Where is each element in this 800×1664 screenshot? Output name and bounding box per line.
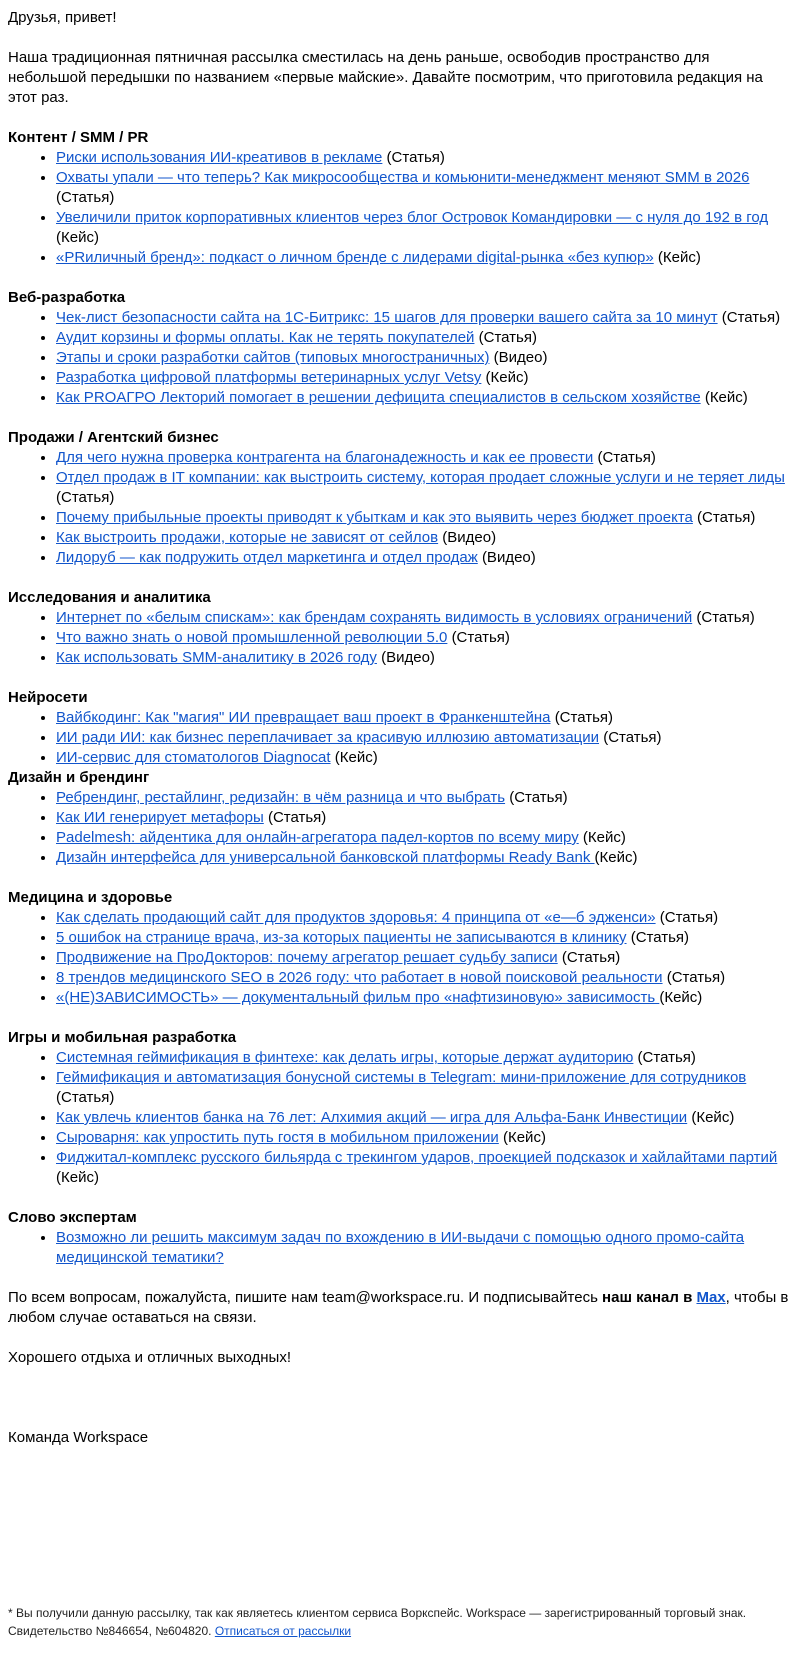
list-item xyxy=(56,728,790,748)
section xyxy=(8,588,790,668)
contact-paragraph xyxy=(8,1288,790,1328)
article-link[interactable]: Фиджитал-комплекс русского бильярда с трекингом ударов, проекцией подсказок и хайлайтами партий xyxy=(56,1149,778,1166)
article-link[interactable]: Как выстроить продажи, которые не зависят от сейлов xyxy=(56,529,439,546)
content-type-tag: (Статья) xyxy=(56,489,115,506)
list-item xyxy=(56,248,790,268)
list-item xyxy=(56,988,790,1008)
list-item xyxy=(56,848,790,868)
content-type-tag: (Статья) xyxy=(697,509,756,526)
section-title: Нейросети xyxy=(8,689,88,706)
list-item xyxy=(56,1048,790,1068)
content-type-tag: (Статья) xyxy=(659,909,719,926)
article-list xyxy=(8,908,790,1008)
contact-prefix: По всем вопросам, пожалуйста, пишите нам team@workspace.ru. И подписывайтесь xyxy=(8,1289,603,1306)
list-item xyxy=(56,368,790,388)
list-item xyxy=(56,608,790,628)
content-type-tag: (Статья) xyxy=(386,149,445,166)
article-link[interactable]: Риски использования ИИ-креативов в рекламе xyxy=(56,149,383,166)
list-item xyxy=(56,1108,790,1128)
content-type-tag: (Видео) xyxy=(381,649,435,666)
content-type-tag: (Статья) xyxy=(637,1049,696,1066)
article-link[interactable]: 5 ошибок на странице врача, из-за которых пациенты не записываются в клинику xyxy=(56,929,627,946)
list-item xyxy=(56,208,790,248)
article-link[interactable]: Вайбкодинг: Как "магия" ИИ превращает ваш проект в Франкенштейна xyxy=(56,709,551,726)
content-type-tag: (Кейс) xyxy=(56,1169,99,1186)
article-link[interactable]: Отдел продаж в IT компании: как выстроить систему, которая продает сложные услуги и не теряет лиды xyxy=(56,469,785,486)
content-type-tag: (Статья) xyxy=(478,329,537,346)
content-type-tag: (Кейс) xyxy=(485,369,529,386)
section xyxy=(8,428,790,568)
list-item xyxy=(56,968,790,988)
article-link[interactable]: Как ИИ генерирует метафоры xyxy=(56,809,264,826)
article-link[interactable]: Что важно знать о новой промышленной революции 5.0 xyxy=(56,629,448,646)
article-link[interactable]: 8 трендов медицинского SEO в 2026 году: что работает в новой поисковой реальности xyxy=(56,969,663,986)
list-item xyxy=(56,908,790,928)
unsubscribe-link[interactable]: Отписаться от рассылки xyxy=(214,1624,352,1638)
list-item xyxy=(56,1148,790,1188)
content-type-tag: (Кейс) xyxy=(334,749,378,766)
section-title: Веб-разработка xyxy=(8,289,126,306)
content-type-tag: (Статья) xyxy=(597,449,656,466)
greeting: Друзья, привет! xyxy=(8,9,117,26)
list-item xyxy=(56,708,790,728)
list-item xyxy=(56,328,790,348)
section-title: Медицина и здоровье xyxy=(8,889,173,906)
article-link[interactable]: Лидоруб — как подружить отдел маркетинга и отдел продаж xyxy=(56,549,478,566)
article-list xyxy=(8,1048,790,1188)
article-link[interactable]: Чек-лист безопасности сайта на 1С-Битрикс: 15 шагов для проверки вашего сайта за 10 минут xyxy=(56,309,718,326)
content-type-tag: (Видео) xyxy=(481,549,536,566)
article-link[interactable]: Дизайн интерфейса для универсальной банковской платформы Ready Bank xyxy=(56,849,595,866)
article-link[interactable]: Сыроварня: как упростить путь гостя в мобильном приложении xyxy=(56,1129,499,1146)
article-link[interactable]: Для чего нужна проверка контрагента на благонадежность и как ее провести xyxy=(56,449,594,466)
content-type-tag: (Статья) xyxy=(696,609,755,626)
article-link[interactable]: Как увлечь клиентов банка на 76 лет: Алхимия акций — игра для Альфа-Банк Инвестиции xyxy=(56,1109,688,1126)
newsletter-body xyxy=(8,8,790,1448)
content-type-tag: (Кейс) xyxy=(657,249,701,266)
content-type-tag: (Кейс) xyxy=(56,229,99,246)
list-item xyxy=(56,528,790,548)
sections-container xyxy=(8,128,790,1268)
article-list xyxy=(8,148,790,268)
intro-paragraph: Наша традиционная пятничная рассылка сместилась на день раньше, освободив пространство для небольшой передышки по названием «первые майские». Давайте посмотрим, что приготовила редакция на этот раз. xyxy=(8,49,763,106)
contact-suffix: , чтобы в любом случае оставаться на связи. xyxy=(8,1289,789,1326)
article-link[interactable]: Разработка цифровой платформы ветеринарных услуг Vetsy xyxy=(56,369,482,386)
content-type-tag: (Статья) xyxy=(451,629,510,646)
content-type-tag: (Кейс) xyxy=(582,829,626,846)
article-link[interactable]: Как использовать SMM-аналитику в 2026 году xyxy=(56,649,377,666)
article-link[interactable]: Продвижение на ПроДокторов: почему агрегатор решает судьбу записи xyxy=(56,949,558,966)
article-link[interactable]: Системная геймификация в финтехе: как делать игры, которые держат аудиторию xyxy=(56,1049,634,1066)
list-item xyxy=(56,508,790,528)
article-link[interactable]: ИИ-сервис для стоматологов Diagnocat xyxy=(56,749,331,766)
list-item xyxy=(56,808,790,828)
section-title: Контент / SMM / PR xyxy=(8,129,149,146)
footer xyxy=(8,1604,790,1640)
article-link[interactable]: Аудит корзины и формы оплаты. Как не терять покупателей xyxy=(56,329,475,346)
contact-bold: наш канал в xyxy=(602,1289,697,1306)
article-list xyxy=(8,308,790,408)
section xyxy=(8,768,790,868)
content-type-tag: (Кейс) xyxy=(594,849,638,866)
article-link[interactable]: Охваты упали — что теперь? Как микросообщества и комьюнити-менеджмент меняют SMM в 2026 xyxy=(56,169,750,186)
section xyxy=(8,1028,790,1188)
list-item xyxy=(56,148,790,168)
list-item xyxy=(56,308,790,328)
list-item xyxy=(56,948,790,968)
content-type-tag: (Кейс) xyxy=(502,1129,546,1146)
list-item xyxy=(56,168,790,208)
article-link[interactable]: Увеличили приток корпоративных клиентов через блог Островок Командировки — с нуля до 192 в год xyxy=(56,209,769,226)
section-title: Игры и мобильная разработка xyxy=(8,1029,237,1046)
section xyxy=(8,688,790,768)
article-link[interactable]: ИИ ради ИИ: как бизнес переплачивает за красивую иллюзию автоматизации xyxy=(56,729,600,746)
content-type-tag: (Кейс) xyxy=(704,389,748,406)
list-item xyxy=(56,468,790,508)
article-link[interactable]: Как сделать продающий сайт для продуктов здоровья: 4 принципа от «е—б эдженси» xyxy=(56,909,656,926)
section-title: Дизайн и брендинг xyxy=(8,769,150,786)
signature: Команда Workspace xyxy=(8,1429,149,1446)
article-link[interactable]: Геймификация и автоматизация бонусной системы в Telegram: мини-приложение для сотрудников xyxy=(56,1069,747,1086)
article-link[interactable]: «PRиличный бренд»: подкаст о личном бренде с лидерами digital-рынка «без купюр» xyxy=(56,249,654,266)
content-type-tag: (Статья) xyxy=(721,309,781,326)
article-link[interactable]: Ребрендинг, рестайлинг, редизайн: в чём разница и что выбрать xyxy=(56,789,506,806)
content-type-tag: (Статья) xyxy=(666,969,726,986)
section xyxy=(8,888,790,1008)
article-link[interactable]: Почему прибыльные проекты приводят к убыткам и как это выявить через бюджет проекта xyxy=(56,509,693,526)
list-item xyxy=(56,628,790,648)
list-item xyxy=(56,788,790,808)
content-type-tag: (Статья) xyxy=(630,929,690,946)
list-item xyxy=(56,548,790,568)
article-link[interactable]: Padelmesh: айдентика для онлайн-агрегатора падел-кортов по всему миру xyxy=(56,829,579,846)
content-type-tag: (Статья) xyxy=(509,789,568,806)
section-title: Продажи / Агентский бизнес xyxy=(8,429,219,446)
content-type-tag: (Статья) xyxy=(267,809,327,826)
article-link[interactable]: Этапы и сроки разработки сайтов (типовых многостраничных) xyxy=(56,349,490,366)
max-channel-link[interactable]: Max xyxy=(696,1289,726,1306)
content-type-tag: (Статья) xyxy=(554,709,614,726)
list-item xyxy=(56,748,790,768)
content-type-tag: (Статья) xyxy=(56,189,115,206)
content-type-tag: (Видео) xyxy=(442,529,497,546)
article-list xyxy=(8,1228,790,1268)
list-item xyxy=(56,1228,790,1268)
article-list xyxy=(8,608,790,668)
section xyxy=(8,1208,790,1268)
list-item xyxy=(56,648,790,668)
list-item xyxy=(56,928,790,948)
list-item xyxy=(56,828,790,848)
list-item xyxy=(56,388,790,408)
farewell: Хорошего отдыха и отличных выходных! xyxy=(8,1349,292,1366)
content-type-tag: (Видео) xyxy=(493,349,548,366)
list-item xyxy=(56,1128,790,1148)
list-item xyxy=(56,448,790,468)
content-type-tag: (Кейс) xyxy=(659,989,703,1006)
content-type-tag: (Статья) xyxy=(561,949,621,966)
article-link[interactable]: Как PROАГРО Лекторий помогает в решении дефицита специалистов в сельском хозяйстве xyxy=(56,389,701,406)
section-title: Исследования и аналитика xyxy=(8,589,211,606)
article-link[interactable]: Возможно ли решить максимум задач по вхождению в ИИ-выдачи с помощью одного промо-сайта медицинской тематики? xyxy=(56,1229,745,1266)
list-item xyxy=(56,348,790,368)
content-type-tag: (Кейс) xyxy=(691,1109,735,1126)
list-item xyxy=(56,1068,790,1108)
article-list xyxy=(8,448,790,568)
article-link[interactable]: «(НЕ)ЗАВИСИМОСТЬ» — документальный фильм про «нафтизиновую» зависимость xyxy=(56,989,660,1006)
section-title: Слово экспертам xyxy=(8,1209,137,1226)
content-type-tag: (Статья) xyxy=(56,1089,115,1106)
section xyxy=(8,128,790,268)
section xyxy=(8,288,790,408)
footer-text: * Вы получили данную рассылку, так как являетесь клиентом сервиса Воркспейс. Workspace — зарегистрированный торговый знак. Свидетельство №846654, №604820. xyxy=(8,1606,747,1638)
content-type-tag: (Статья) xyxy=(603,729,662,746)
article-list xyxy=(8,708,790,768)
article-list xyxy=(8,788,790,868)
article-link[interactable]: Интернет по «белым спискам»: как брендам сохранять видимость в условиях ограничений xyxy=(56,609,693,626)
